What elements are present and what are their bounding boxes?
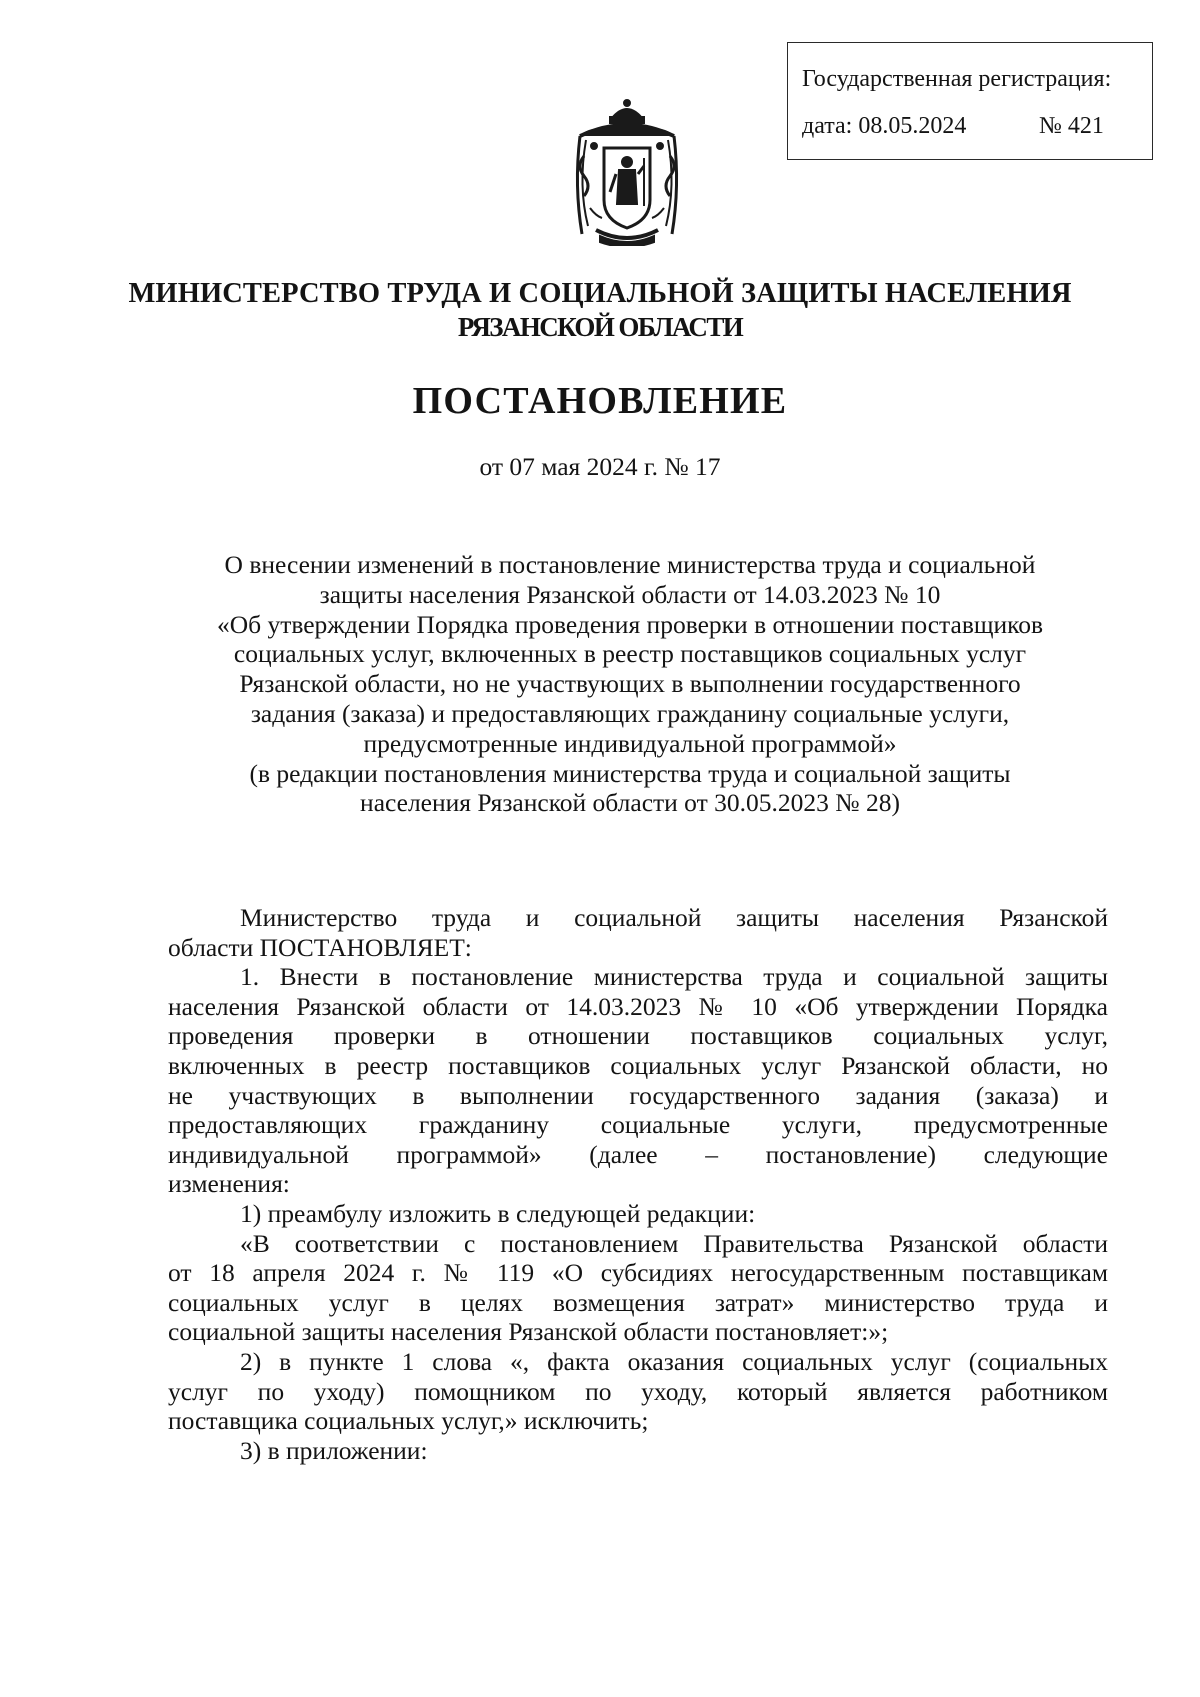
body-line: социальной защиты населения Рязанской области постановляет:»;: [168, 1317, 889, 1347]
body-line: не участвующих в выполнении государственного задания (заказа) и: [168, 1080, 1108, 1110]
body-line: изменения:: [168, 1169, 290, 1199]
body-line: проведения проверки в отношении поставщиков социальных услуг,: [168, 1021, 1108, 1051]
subject-line: предусмотренные индивидуальной программой»: [363, 728, 897, 758]
body-line: Министерство труда и социальной защиты населения Рязанской: [240, 903, 1108, 932]
registration-stamp: [787, 42, 1153, 160]
body-line: социальных услуг в целях возмещения затрат» министерство труда и: [168, 1287, 1108, 1317]
subject-line: населения Рязанской области от 30.05.2023 № 28): [360, 788, 900, 818]
body-line: 3) в приложении:: [240, 1435, 428, 1465]
ministry-name-line2: РЯЗАНСКОЙ ОБЛАСТИ: [457, 312, 743, 342]
document-subject: [160, 550, 1100, 818]
subject-line: социальных услуг, включенных в реестр поставщиков социальных услуг: [233, 639, 1027, 669]
registration-date: дата: 08.05.2024: [802, 113, 967, 139]
document-body: [168, 903, 1108, 1465]
registration-title: Государственная регистрация:: [802, 66, 1112, 92]
body-line: включенных в реестр поставщиков социальных услуг Рязанской области, но: [168, 1050, 1108, 1080]
subject-line: задания (заказа) и предоставляющих гражданину социальные услуги,: [250, 698, 1010, 728]
subject-line: (в редакции постановления министерства труда и социальной защиты: [249, 758, 1011, 788]
document-type-title: ПОСТАНОВЛЕНИЕ: [412, 380, 788, 422]
ministry-name-line1: МИНИСТЕРСТВО ТРУДА И СОЦИАЛЬНОЙ ЗАЩИТЫ НАСЕЛЕНИЯ: [128, 278, 1072, 309]
body-line: области ПОСТАНОВЛЯЕТ:: [168, 932, 472, 962]
body-line: предоставляющих гражданину социальные услуги, предусмотренные: [168, 1110, 1108, 1140]
subject-line: «Об утверждении Порядка проведения проверки в отношении поставщиков: [216, 609, 1044, 639]
body-line: 1) преамбулу изложить в следующей редакции:: [240, 1198, 756, 1228]
body-line: индивидуальной программой» (далее – постановление) следующие: [168, 1139, 1108, 1169]
body-line: поставщика социальных услуг,» исключить;: [168, 1406, 649, 1436]
body-line: «В соответствии с постановлением Правительства Рязанской области: [240, 1228, 1108, 1258]
body-line: услуг по уходу) помощником по уходу, который является работником: [168, 1376, 1108, 1406]
coat-of-arms-icon: [560, 96, 694, 246]
subject-line: О внесении изменений в постановление министерства труда и социальной: [224, 550, 1036, 579]
registration-number: № 421: [1039, 113, 1104, 139]
document-date-number: от 07 мая 2024 г. № 17: [479, 452, 721, 481]
body-line: 1. Внести в постановление министерства труда и социальной защиты: [240, 962, 1108, 992]
subject-line: защиты населения Рязанской области от 14.03.2023 № 10: [319, 579, 941, 609]
subject-line: Рязанской области, но не участвующих в выполнении государственного: [239, 669, 1021, 699]
body-line: 2) в пункте 1 слова «, факта оказания социальных услуг (социальных: [240, 1346, 1108, 1376]
body-line: населения Рязанской области от 14.03.2023 № 10 «Об утверждении Порядка: [168, 991, 1108, 1021]
body-line: от 18 апреля 2024 г. № 119 «О субсидиях негосударственным поставщикам: [168, 1258, 1108, 1288]
